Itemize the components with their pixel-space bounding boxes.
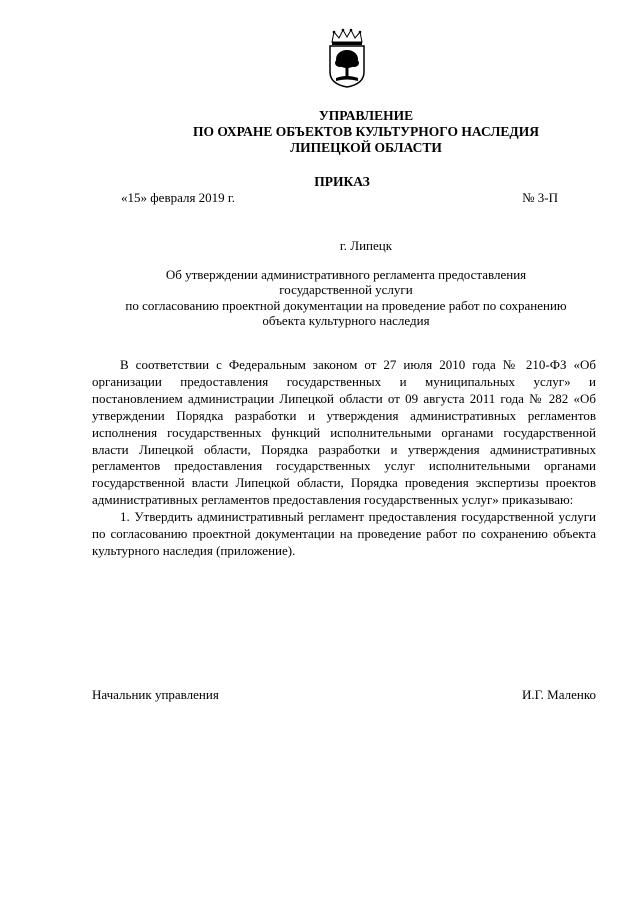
body-paragraph-2: 1. Утвердить административный регламент предоставления государственной услуги по согласованию проектной документации на проведение работ по сохранению объекта культурного наследия (приложение). (92, 509, 596, 558)
subject-line-2: государственной услуги (279, 282, 413, 298)
org-line-3: ЛИПЕЦКОЙ ОБЛАСТИ (290, 140, 442, 155)
document-city (0, 238, 640, 254)
subject-line-3: по согласованию проектной документации на проведение работ по сохранению (125, 297, 567, 313)
body-paragraph-1: В соответствии с Федеральным законом от 27 июля 2010 года № 210-ФЗ «Об организации предоставления государственных и муниципальных услуг» и постановлением администрации Липецкой области от 09 августа 2011 года № 282 «Об утверждении Порядка разработки и утверждения административных регламентов исполнения государственных функций исполнительными органами государственной власти Липецкой области, Порядка разработки и утверждения административных регламентов предоставления государственных услуг исполнительными органами государственной власти Липецкой области, Порядка проведения экспертизы проектов административных регламентов предоставления государственных услуг» приказываю: (92, 357, 596, 508)
org-line-1: УПРАВЛЕНИЕ (318, 108, 414, 123)
lipetsk-coat-of-arms-icon (322, 28, 372, 88)
document-type (44, 174, 640, 190)
org-line-2: ПО ОХРАНЕ ОБЪЕКТОВ КУЛЬТУРНОГО НАСЛЕДИЯ (193, 124, 539, 139)
document-number: № 3-П (522, 190, 558, 205)
signatory-name: И.Г. Маленко (521, 687, 596, 702)
subject-line-1: Об утверждении административного регламента предоставления (165, 267, 527, 282)
document-body (92, 357, 596, 560)
signatory-title: Начальник управления (92, 687, 219, 702)
organization-name (0, 108, 640, 156)
document-subject (96, 267, 596, 329)
city-label: г. Липецк (339, 238, 393, 253)
document-type-label: ПРИКАЗ (314, 174, 370, 189)
subject-line-4: объекта культурного наследия (262, 313, 430, 329)
document-date: «15» февраля 2019 г. (121, 190, 236, 205)
